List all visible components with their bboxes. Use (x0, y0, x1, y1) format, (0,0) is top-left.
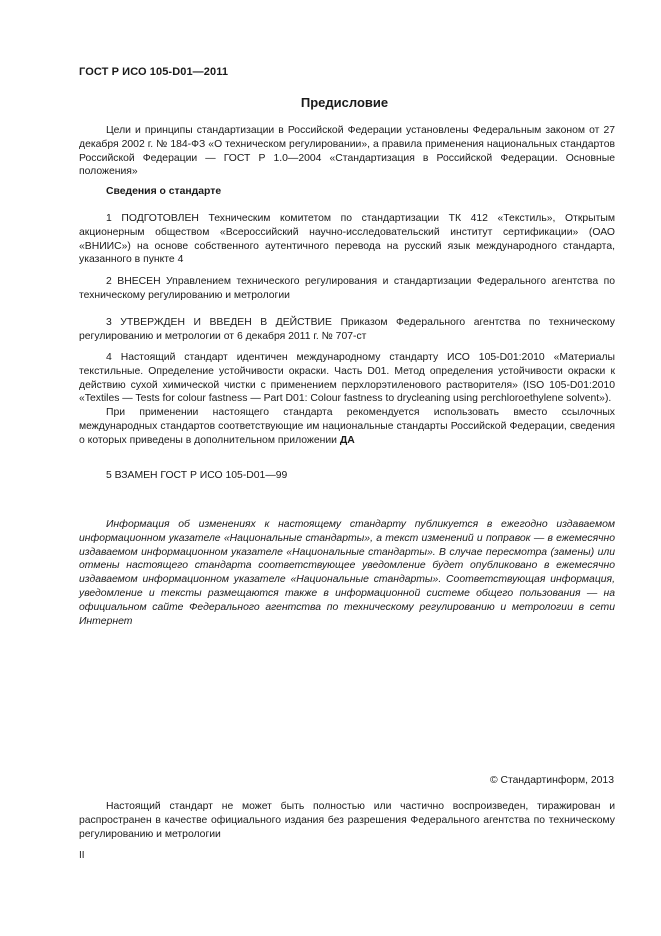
page-number: II (79, 850, 85, 861)
info-heading: Сведения о стандарте (106, 186, 222, 197)
info-item-3: 3 УТВЕРЖДЕН И ВВЕДЕН В ДЕЙСТВИЕ Приказом Федерального агентства по техническому регулированию и метрологии от 6 декабря 2011 г. № 707-ст (79, 317, 615, 342)
changes-info: Информация об изменениях к настоящему стандарту публикуется в ежегодно издаваемом информационном указателе «Национальные стандарты», а текст изменений и поправок — в ежемесячно издаваемом информационном указателе «Национальные стандарты». В случае пересмотра (замены) или отмены настоящего стандарта соответствующее уведомление будет опубликовано в ежемесячно издаваемом информационном указателе «Национальные стандарты». Соответствующая информация, уведомление и тексты размещаются также в информационной системе общего пользования — на официальном сайте Федерального агентства по техническому регулированию и метрологии в сети Интернет (79, 519, 615, 627)
info-item-5-block (79, 469, 615, 483)
info-item-5: 5 ВЗАМЕН ГОСТ Р ИСО 105-D01—99 (106, 470, 288, 481)
info-item-2-block (79, 275, 615, 303)
document-code-header: ГОСТ Р ИСО 105-D01—2011 (79, 66, 229, 78)
info-item-3-block (79, 316, 615, 344)
info-item-4-note-annex: ДА (339, 434, 355, 446)
info-item-1-block (79, 212, 615, 267)
preface-intro: Цели и принципы стандартизации в Российской Федерации установлены Федеральным законом от 27 декабря 2002 г. № 184-ФЗ «О техническом регулировании», а правила применения национальных стандартов Российской Федерации — ГОСТ Р 1.0—2004 «Стандартизация в Российской Федерации. Основные положения» (79, 125, 615, 178)
preface-intro-block (79, 124, 615, 179)
info-item-1: 1 ПОДГОТОВЛЕН Техническим комитетом по стандартизации ТК 412 «Текстиль», Открытым акционерным обществом «Всероссийский научно-исследовательский институт сертификации» (ОАО «ВНИИС») на основе собственного аутентичного перевода на русский язык международного стандарта, указанного в пункте 4 (79, 213, 615, 266)
info-item-4-note (79, 406, 615, 447)
copyright-notice: © Стандартинформ, 2013 (489, 775, 614, 786)
changes-info-block (79, 518, 615, 628)
reproduction-notice: Настоящий стандарт не может быть полностью или частично воспроизведен, тиражирован и распространен в качестве официального издания без разрешения Федерального агентства по техническому регулированию и метрологии (79, 801, 615, 840)
reproduction-notice-block (79, 800, 615, 841)
info-item-4-note-text: При применении настоящего стандарта рекомендуется использовать вместо ссылочных международных стандартов соответствующие им национальные стандарты Российской Федерации, сведения о которых приведены в дополнительном приложении (79, 407, 615, 446)
info-item-4: 4 Настоящий стандарт идентичен международному стандарту ИСО 105-D01:2010 «Материалы текстильные. Определение устойчивости окраски. Часть D01. Метод определения устойчивости окраски к действию сухой химической чистки с применением перхлорэтиленового растворителя» (ISO 105-D01:2010 «Textiles — Tests for colour fastness — Part D01: Colour fastness to drycleaning using perchloroethylene solvent»). (79, 352, 615, 405)
preface-title: Предисловие (300, 95, 389, 110)
info-heading-block (79, 185, 615, 199)
info-item-4-block (79, 351, 615, 448)
info-item-2: 2 ВНЕСЕН Управлением технического регулирования и стандартизации Федерального агентства по техническому регулированию и метрологии (79, 276, 615, 301)
